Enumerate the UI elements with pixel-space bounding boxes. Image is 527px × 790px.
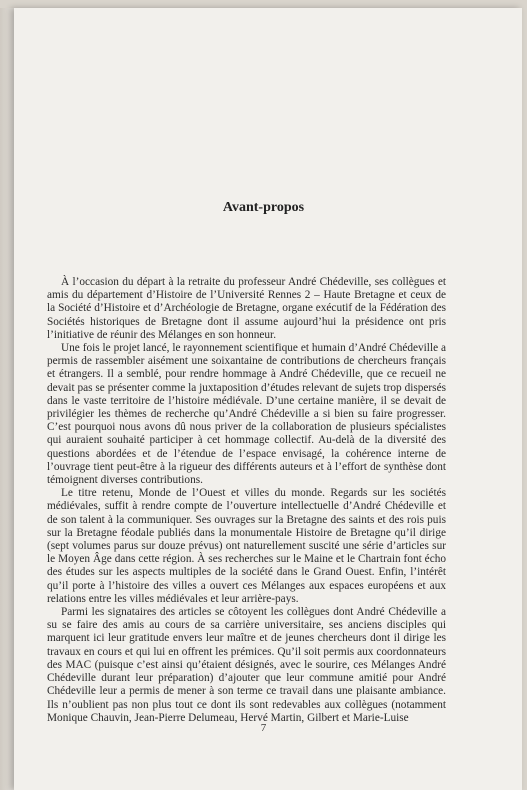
page-title: Avant-propos — [222, 200, 305, 215]
body-text — [47, 276, 446, 725]
paragraph-3: Le titre retenu, Monde de l’Ouest et villes du monde. Regards sur les sociétés médiévales, suffit à rendre compte de l’ouverture intellectuelle d’André Chédeville et de son talent à la communiquer. Ses ouvrages sur la Bretagne des saints et des rois puis sur la Bretagne féodale publiés dans la monumentale Histoire de Bretagne qu’il dirige (sept volumes parus sur douze prévus) ont naturellement suscité une série d’articles sur le Moyen Âge dans cette région. À ses recherches sur le Maine et le Chartrain font écho des études sur les aspects multiples de la société dans le Grand Ouest. Enfin, l’intérêt qu’il porte à l’histoire des villes a ouvert ces Mélanges aux espaces européens et aux relations entre les villes médiévales et leur arrière-pays. — [47, 487, 446, 605]
paragraph-1: À l’occasion du départ à la retraite du professeur André Chédeville, ses collègues et amis du département d’Histoire de l’Université Rennes 2 – Haute Bretagne et ceux de la Société d’Histoire et d’Archéologie de Bretagne, organe exécutif de la Fédération des Sociétés historiques de Bretagne dont il assume aujourd’hui la présidence ont pris l’initiative de réunir des Mélanges en son honneur. — [47, 276, 446, 341]
paragraph-4: Parmi les signataires des articles se côtoyent les collègues dont André Chédeville a su se faire des amis au cours de sa carrière universitaire, ses anciens disciples qui marquent ici leur gratitude envers leur maître et de jeunes chercheurs dont il dirige les travaux en cours et qui lui en offrent les prémices. Qu’il soit permis aux coordonnateurs des MAC (puisque c’est ainsi qu’étaient désignés, avec le sourire, ces Mélanges André Chédeville durant leur préparation) d’ajouter que leur commune amitié pour André Chédeville leur a permis de mener à son terme ce travail dans une plaisante ambiance. Ils n’oublient pas non plus tout ce dont ils sont redevables aux collègues (notamment Monique Chauvin, Jean-Pierre Delumeau, Hervé Martin, Gilbert et Marie-Luise — [47, 606, 446, 724]
paragraph-2: Une fois le projet lancé, le rayonnement scientifique et humain d’André Chédeville a permis de rassembler aisément une soixantaine de contributions de chercheurs français et étrangers. Il a semblé, pour rendre hommage à André Chédeville, que ce recueil ne devait pas se présenter comme la juxtaposition d’études relevant de sujets trop dispersés dans le vaste territoire de l’histoire médiévale. D’une certaine manière, il se devait de privilégier les thèmes de recherche qu’André Chédeville a si bien su faire progresser. C’est pourquoi nous avons dû nous priver de la collaboration de plusieurs spécialistes qui auraient souhaité participer à cet hommage collectif. Au-delà de la diversité des questions abordées et de l’étendue de l’espace envisagé, la cohérence interne de l’ouvrage tient peut-être à la rigueur des différents auteurs et à l’effort de synthèse dont témoignent diverses contributions. — [47, 342, 446, 487]
page-number: 7 — [260, 722, 267, 734]
